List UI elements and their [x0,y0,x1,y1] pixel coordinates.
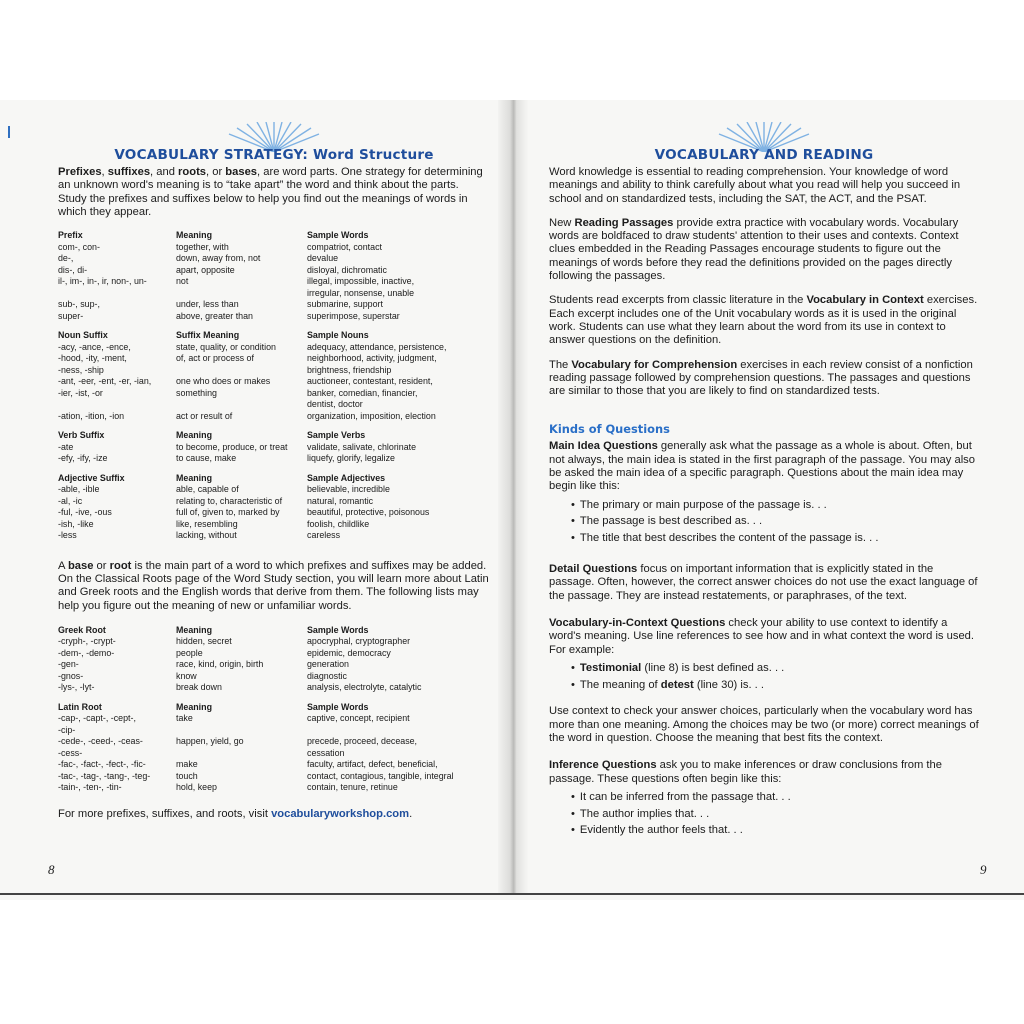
right-page [549,120,979,849]
table-cell: sub-, sup-, [58,299,100,310]
table-cell: epidemic, democracy [307,647,391,658]
table-cell: devalue [307,253,339,264]
table-cell [176,725,307,737]
comprehension-paragraph: The Vocabulary for Comprehension exercises in each review consist of a nonfiction reading passage followed by comprehension questions. The passages and questions are similar to those that you are likely to find on standardized tests. [549,358,973,398]
column-header: Latin Root [58,701,102,712]
greek-root-table [58,625,490,694]
list-item: • It can be inferred from the passage that. . . [571,789,979,806]
table-cell: of, act or process of [176,353,254,364]
column-header: Sample Words [307,624,369,635]
base-paragraph: A base or root is the main part of a word to which prefixes and suffixes may be added. On the Classical Roots page of the Word Study section, you will learn more about Latin and Greek roots and the English words that derive from them. The following lists may help you figure out the meaning of new or unfamiliar words. [58,559,489,612]
noun-suffix-table [58,330,490,422]
table-cell: -tain-, -ten-, -tin- [58,782,122,793]
table-cell: relating to, characteristic of [176,495,283,506]
list-item: • The primary or main purpose of the passage is. . . [571,497,979,514]
column-header: Noun Suffix [58,330,108,341]
table-cell: neighborhood, activity, judgment, [307,353,437,364]
table-cell: happen, yield, go [176,736,244,747]
table-cell: brightness, friendship [307,364,392,375]
table-cell: people [176,647,203,658]
table-cell: adequacy, attendance, persistence, [307,341,447,352]
main-idea-paragraph: Main Idea Questions generally ask what the passage as a whole is about. Often, but not always, the main idea is stated in the first paragraph of the passage. You may also be asked the main idea of a specific paragraph. Questions about the main idea may begin like this: [549,440,976,493]
table-cell: il-, im-, in-, ir, non-, un- [58,276,147,287]
table-cell: analysis, electrolyte, catalytic [307,682,422,693]
table-cell: submarine, support [307,299,383,310]
detail-paragraph: Detail Questions focus on important information that is explicitly stated in the passage. Often, however, the correct answer choices do not use the exact language of the passage. They are instead restatements, or paraphrases, of the text. [549,563,978,602]
table-cell: together, with [176,241,229,252]
list-item: • Evidently the author feels that. . . [571,822,979,839]
table-cell: -hood, -ity, -ment, [58,353,127,364]
table-cell [176,399,307,411]
table-cell: like, resembling [176,518,238,529]
table-cell: disloyal, dichromatic [307,264,387,275]
table-cell: faculty, artifact, defect, beneficial, [307,759,438,770]
page-number-right: 9 [980,862,987,877]
table-cell [307,725,490,737]
table-cell: lacking, without [176,530,237,541]
table-cell: act or result of [176,410,233,421]
table-cell: state, quality, or condition [176,341,276,352]
table-cell: full of, given to, marked by [176,507,280,518]
table-cell: touch [176,770,198,781]
reading-passages-paragraph: New Reading Passages provide extra practice with vocabulary words. Vocabulary words are boldfaced to draw students' attention to their uses and contexts. Context clues embedded in the Reading Passages encourage students to figure out the meanings of words before they read the definitions provided on the pages directly following the passages. [549,216,959,283]
main-idea-list [549,497,979,547]
table-cell: make [176,759,198,770]
inference-paragraph: Inference Questions ask you to make inferences or draw conclusions from the passage. These questions often begin like this: [549,759,942,785]
column-header: Sample Verbs [307,430,366,441]
edge-mark [8,126,10,138]
page-number-left: 8 [48,862,55,877]
table-cell: contain, tenure, retinue [307,782,398,793]
table-cell: beautiful, protective, poisonous [307,507,430,518]
table-cell: generation [307,659,349,670]
table-cell [58,288,176,300]
table-cell: -efy, -ify, -ize [58,453,108,464]
title-part-strategy: VOCABULARY STRATEGY: [114,147,309,163]
title-part-reading: AND READING [764,147,874,163]
table-cell: liquefy, glorify, legalize [307,453,395,464]
table-cell [176,365,307,377]
table-cell: one who does or makes [176,376,271,387]
vic-paragraph: Vocabulary-in-Context Questions check your ability to use context to identify a word's meaning. Use line references to see how and in what context the word is used. For example: [549,616,975,656]
column-header: Meaning [176,472,212,483]
right-page-title [549,147,979,163]
vic-list [549,660,979,694]
column-header: Prefix [58,230,83,241]
table-cell: -gnos- [58,670,84,681]
table-cell: -ier, -ist, -or [58,387,103,398]
table-cell: contact, contagious, tangible, integral [307,770,454,781]
kinds-of-questions-heading: Kinds of Questions [549,422,670,437]
table-cell: -tac-, -tag-, -tang-, -teg- [58,770,151,781]
inference-list [549,789,979,839]
table-cell: illegal, impossible, inactive, [307,276,415,287]
table-cell: -able, -ible [58,484,100,495]
column-header: Verb Suffix [58,430,105,441]
use-context-paragraph: Use context to check your answer choices, particularly when the vocabulary word has more than one meaning. Among the choices may be two (or more) correct meanings of the word in question. Choose the meaning that best fits the context. [549,705,979,744]
table-cell: superimpose, superstar [307,310,400,321]
table-cell: -ation, -ition, -ion [58,410,125,421]
adjective-suffix-table [58,473,490,542]
list-item: • The meaning of detest (line 30) is. . . [571,677,979,694]
intro-paragraph: Prefixes, suffixes, and roots, or bases, are word parts. One strategy for determining an unknown word's meaning is to “take apart” the word and think about the parts. Study the prefixes and suffixes below to help you find out the meanings of words in which they appear. [58,166,483,218]
table-cell: race, kind, origin, birth [176,659,264,670]
table-cell: hold, keep [176,782,217,793]
right-header [549,120,979,166]
table-cell: captive, concept, recipient [307,713,410,724]
table-cell: -ful, -ive, -ous [58,507,112,518]
column-header: Sample Adjectives [307,472,386,483]
table-cell: -lys-, -lyt- [58,682,95,693]
table-cell: -cryph-, -crypt- [58,636,116,647]
table-cell: apart, opposite [176,264,235,275]
table-cell: above, greater than [176,310,253,321]
left-header [58,120,490,166]
page-bottom-edge [0,893,1024,895]
table-cell: down, away from, not [176,253,261,264]
table-cell: -cess- [58,747,83,758]
table-cell [176,288,307,300]
table-cell: com-, con- [58,241,100,252]
column-header: Sample Words [307,701,369,712]
table-cell: to cause, make [176,453,237,464]
column-header: Suffix Meaning [176,330,240,341]
table-cell: -al, -ic [58,495,83,506]
list-item: • The author implies that. . . [571,806,979,823]
title-part-vocabulary: VOCABULARY [654,147,760,163]
website-link[interactable]: vocabularyworkshop.com [271,807,410,820]
table-cell: compatriot, contact [307,241,382,252]
verb-suffix-table [58,430,490,465]
table-cell: -fac-, -fact-, -fect-, -fic- [58,759,146,770]
table-cell: something [176,387,217,398]
table-cell: -cip- [58,724,76,735]
table-cell: -dem-, -demo- [58,647,115,658]
context-paragraph: Students read excerpts from classic literature in the Vocabulary in Context exercises. Each excerpt includes one of the Unit vocabulary words as it is used in the original work. Students can use what they learn about the word from its use in context to answer questions on the definition. [549,294,978,347]
book-gutter [498,100,528,895]
table-cell: -cap-, -capt-, -cept-, [58,713,136,724]
column-header: Meaning [176,230,212,241]
table-cell: validate, salivate, chlorinate [307,441,417,452]
left-page [58,120,490,820]
column-header: Sample Nouns [307,330,369,341]
table-cell: apocryphal, cryptographer [307,636,411,647]
prefix-table [58,230,490,322]
latin-root-table [58,702,490,794]
table-cell: take [176,713,193,724]
table-cell: believable, incredible [307,484,390,495]
list-item: • Testimonial (line 8) is best defined as. . . [571,660,979,677]
footer-note: For more prefixes, suffixes, and roots, visit vocabularyworkshop.com. [58,807,413,820]
table-cell: -cede-, -ceed-, -ceas- [58,736,143,747]
table-cell: dentist, doctor [307,399,363,410]
knowledge-paragraph: Word knowledge is essential to reading comprehension. Your knowledge of word meanings and ability to think carefully about what you read will help you succeed in school and on standardized tests, including the SAT, the ACT, and the PSAT. [549,166,961,205]
table-cell: -gen- [58,659,79,670]
table-cell: to become, produce, or treat [176,441,288,452]
table-cell: -ish, -like [58,518,94,529]
table-cell: auctioneer, contestant, resident, [307,376,433,387]
list-item: • The title that best describes the content of the passage is. . . [571,530,979,547]
table-cell: precede, proceed, decease, [307,736,418,747]
table-cell: -less [58,530,77,541]
table-cell: banker, comedian, financier, [307,387,418,398]
table-cell: natural, romantic [307,495,374,506]
column-header: Meaning [176,624,212,635]
table-cell: break down [176,682,222,693]
table-cell: careless [307,530,341,541]
table-cell: hidden, secret [176,636,232,647]
table-cell: not [176,276,189,287]
column-header: Sample Words [307,230,369,241]
table-cell: diagnostic [307,670,347,681]
column-header: Meaning [176,430,212,441]
table-cell: -acy, -ance, -ence, [58,341,131,352]
title-part-structure: Word Structure [313,147,434,163]
left-page-title [58,147,490,163]
list-item: • The passage is best described as. . . [571,513,979,530]
table-cell: -ant, -eer, -ent, -er, -ian, [58,376,152,387]
table-cell: dis-, di- [58,264,88,275]
table-cell: -ate [58,441,74,452]
table-cell: de-, [58,253,74,264]
table-cell: cessation [307,747,345,758]
table-cell: under, less than [176,299,239,310]
table-cell: organization, imposition, election [307,410,436,421]
table-cell: super- [58,310,84,321]
table-cell: -ness, -ship [58,364,104,375]
table-cell [58,399,176,411]
table-cell [176,748,307,760]
table-cell: foolish, childlike [307,518,370,529]
column-header: Adjective Suffix [58,472,125,483]
column-header: Greek Root [58,624,106,635]
table-cell: able, capable of [176,484,239,495]
table-cell: irregular, nonsense, unable [307,287,415,298]
column-header: Meaning [176,701,212,712]
table-cell: know [176,670,197,681]
